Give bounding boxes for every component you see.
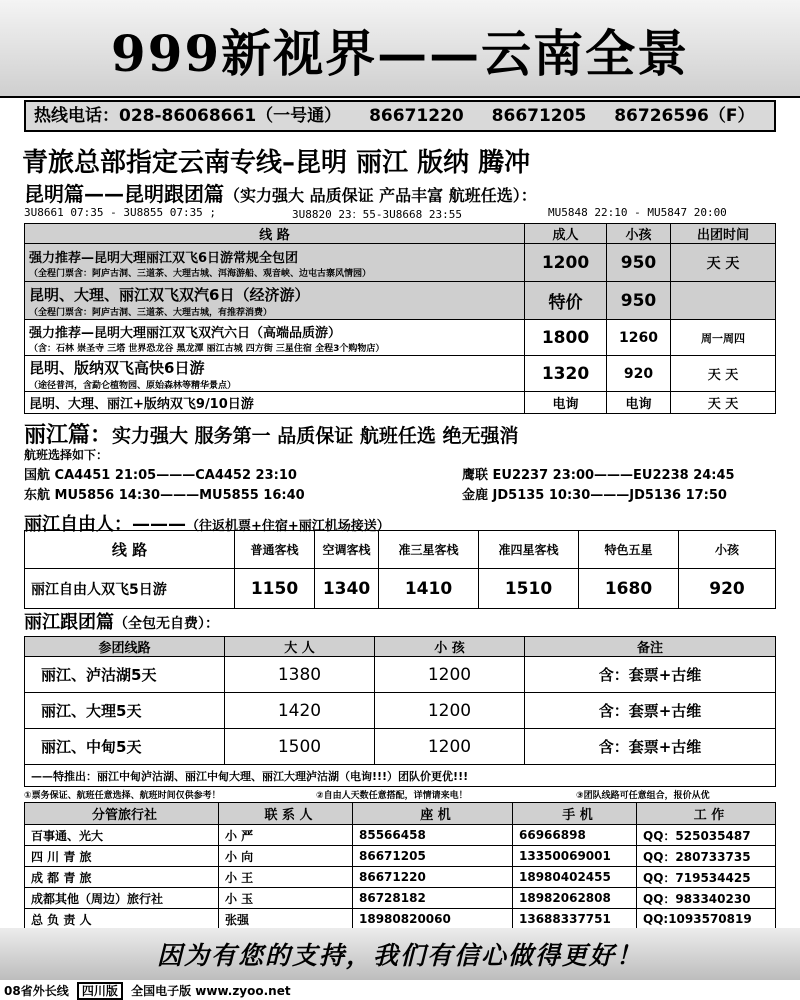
qq: QQ：983340230 [637,888,776,909]
table-row [25,320,776,356]
group-title: 丽江跟团篇（全包无自费）： [24,612,219,633]
header-banner [0,0,800,98]
depart-time: 天 天 [671,244,776,282]
lijiang-flights-label: 航班选择如下： [24,448,109,462]
note-3: ③团队线路可任意组合，报价从优 [576,791,710,801]
contact-name: 小 王 [219,867,353,888]
table-header-row [25,224,776,244]
mobile: 13688337751 [513,909,637,930]
mobile: 18982062808 [513,888,637,909]
group-route: 丽江、大理5天 [25,693,225,729]
col-mobile: 手 机 [513,803,637,825]
depart-time: 天 天 [671,392,776,414]
landline: 86671220 [353,867,513,888]
table-row [25,392,776,414]
landline: 86671205 [353,846,513,867]
edition-label: 四川版 [77,982,123,1000]
agency-table [24,802,776,930]
remark: 含：套票+古维 [525,729,776,765]
table-row [25,729,776,765]
price-5star: 1680 [579,569,679,609]
route-cell: 昆明、大理、丽江+版纳双飞9/10日游 [25,392,525,414]
depart-time [671,282,776,320]
adult-price: 1420 [225,693,375,729]
child-price: 1260 [607,320,671,356]
col-time: 出团时间 [671,224,776,244]
lijiang-flight-b: 东航 MU5856 14:30———MU5855 16:40 [24,488,305,503]
table-row [25,765,776,787]
agency-name: 四 川 青 旅 [25,846,219,867]
price-4star: 1510 [479,569,579,609]
contact-name: 小 严 [219,825,353,846]
agency-name: 总 负 责 人 [25,909,219,930]
kunming-flight-2: 3U8820 23：55-3U8668 23:55 [292,208,462,221]
table-header-row [25,803,776,825]
group-table [24,636,776,787]
child-price: 920 [607,356,671,392]
table-row [25,909,776,930]
lijiang-flight-d: 金鹿 JD5135 10:30———JD5136 17:50 [462,488,727,503]
child-price: 1200 [375,657,525,693]
table-row [25,569,776,609]
kunming-table [24,223,776,414]
qq: QQ：280733735 [637,846,776,867]
col-5star: 特色五星 [579,531,679,569]
depart-time: 天 天 [671,356,776,392]
site-label: 全国电子版 www.zyoo.net [131,984,291,998]
adult-price: 1200 [525,244,607,282]
contact-name: 小 玉 [219,888,353,909]
adult-price: 特价 [525,282,607,320]
table-row [25,867,776,888]
special-offer: ——特推出：丽江中甸泸沽湖、丽江中甸大理、丽江大理泸沽湖（电询!!!）团队价更优!!! [25,765,776,787]
mobile: 13350069001 [513,846,637,867]
col-standard: 普通客栈 [235,531,315,569]
col-aircon: 空调客栈 [315,531,379,569]
landline: 86728182 [353,888,513,909]
child-price: 电询 [607,392,671,414]
hotline-bar [24,100,776,132]
bottom-bar [0,982,800,1000]
table-row [25,282,776,320]
lijiang-title: 丽江篇：实力强大 服务第一 品质保证 航班任选 绝无强消 [24,423,519,448]
adult-price: 1320 [525,356,607,392]
qq: QQ：525035487 [637,825,776,846]
hotline-label: 热线电话：028-86068661（一号通） [34,106,342,126]
note-1: ①票务保证、航班任意选择、航班时间仅供参考！ [24,791,221,801]
col-adult: 大 人 [225,637,375,657]
contact-name: 张强 [219,909,353,930]
mobile: 66966898 [513,825,637,846]
price-standard: 1150 [235,569,315,609]
route-cell: 昆明、大理、丽江双飞双汽6日（经济游） （全程门票含：阿庐古洞、三道茶、大理古城，有推荐消费） [25,282,525,320]
agency-name: 成都其他（周边）旅行社 [25,888,219,909]
table-row [25,657,776,693]
adult-price: 1380 [225,657,375,693]
kunming-flight-3: MU5848 22:10 - MU5847 20:00 [548,206,727,219]
note-2: ②自由人天数任意搭配，详情请来电！ [316,791,468,801]
col-remark: 备注 [525,637,776,657]
route-cell: 昆明、版纳双飞高快6日游 （途径普洱，含勐仑植物园、原始森林等精华景点） [25,356,525,392]
remark: 含：套票+古维 [525,693,776,729]
landline: 85566458 [353,825,513,846]
mobile: 18980402455 [513,867,637,888]
col-route: 参团线路 [25,637,225,657]
col-route: 线 路 [25,224,525,244]
page-title: 999新视界——云南全景 [110,24,690,83]
free-table [24,530,776,609]
depart-time: 周一周四 [671,320,776,356]
remark: 含：套票+古维 [525,657,776,693]
group-route: 丽江、泸沽湖5天 [25,657,225,693]
col-work: 工 作 [637,803,776,825]
adult-price: 1800 [525,320,607,356]
table-row [25,888,776,909]
col-contact: 联 系 人 [219,803,353,825]
qq: QQ:1093570819 [637,909,776,930]
free-title: 丽江自由人：———（往返机票+住宿+丽江机场接送） [24,514,390,535]
col-phone: 座 机 [353,803,513,825]
table-row [25,693,776,729]
group-route: 丽江、中甸5天 [25,729,225,765]
child-price: 1200 [375,729,525,765]
headline: 青旅总部指定云南专线–昆明 丽江 版纳 腾冲 [22,148,531,178]
col-3star: 准三星客栈 [379,531,479,569]
table-header-row [25,531,776,569]
child-price: 950 [607,282,671,320]
child-price: 1200 [375,693,525,729]
kunming-title: 昆明篇——昆明跟团篇（实力强大 品质保证 产品丰富 航班任选）： [24,182,537,206]
free-route: 丽江自由人双飞5日游 [25,569,235,609]
hotline-number-2: 86671205 [491,106,587,126]
col-child: 小 孩 [375,637,525,657]
hotline-number-1: 86671220 [369,106,464,126]
route-cell: 强力推荐—昆明大理丽江双飞双汽六日（高端品质游） （含：石林 崇圣寺 三塔 世界恐龙谷 黑龙潭 丽江古城 四方街 三星住宿 全程3个购物店） [25,320,525,356]
price-3star: 1410 [379,569,479,609]
slogan: 因为有您的支持，我们有信心做得更好！ [156,941,643,970]
lijiang-flight-a: 国航 CA4451 21:05———CA4452 23:10 [24,468,297,483]
price-child: 920 [679,569,776,609]
table-row [25,356,776,392]
col-child: 小孩 [607,224,671,244]
col-child: 小孩 [679,531,776,569]
agency-name: 百事通、光大 [25,825,219,846]
table-row [25,244,776,282]
col-4star: 准四星客栈 [479,531,579,569]
table-row [25,846,776,867]
contact-name: 小 向 [219,846,353,867]
price-aircon: 1340 [315,569,379,609]
table-header-row [25,637,776,657]
page-label: 08省外长线 [4,984,69,998]
qq: QQ：719534425 [637,867,776,888]
col-adult: 成人 [525,224,607,244]
route-cell: 强力推荐—昆明大理丽江双飞6日游常规全包团 （全程门票含：阿庐古洞、三道茶、大理古城、洱海游船、观音峡、边屯古寨风情园） [25,244,525,282]
col-route: 线 路 [25,531,235,569]
agency-name: 成 都 青 旅 [25,867,219,888]
lijiang-flight-c: 鹰联 EU2237 23:00———EU2238 24:45 [462,468,735,483]
adult-price: 电询 [525,392,607,414]
adult-price: 1500 [225,729,375,765]
child-price: 950 [607,244,671,282]
table-row [25,825,776,846]
hotline-fax: 86726596（F） [614,106,755,126]
landline: 18980820060 [353,909,513,930]
kunming-flight-1: 3U8661 07:35 - 3U8855 07:35 ; [24,206,217,219]
col-agency: 分管旅行社 [25,803,219,825]
